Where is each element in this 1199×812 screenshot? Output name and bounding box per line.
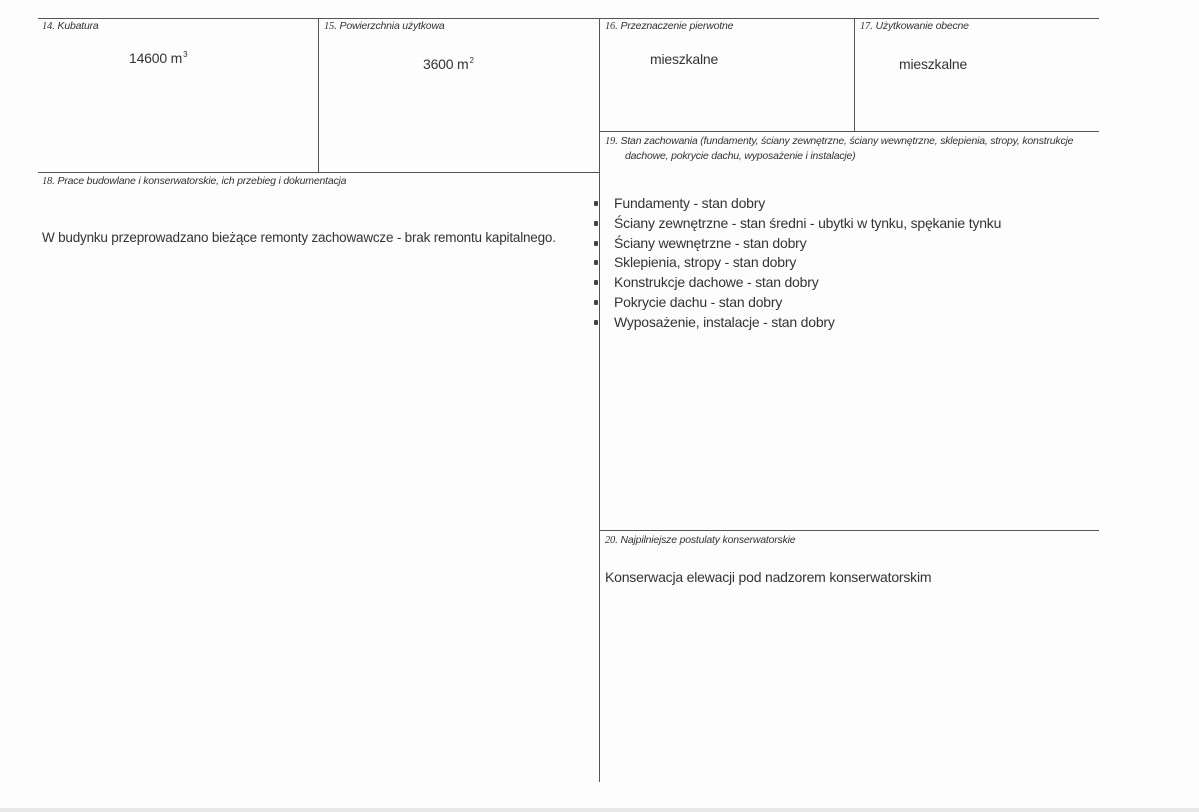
kubatura-label [42,19,99,34]
prace-value: W budynku przeprowadzano bieżące remonty zachowawcze - brak remontu kapitalnego. [42,230,556,245]
uzytkowanie-label-text: Użytkowanie obecne [875,20,969,32]
prace-label-text: Prace budowlane i konserwatorskie, ich przebieg i dokumentacja [57,175,347,187]
bullet-icon [594,241,598,246]
uzytkowanie-value: mieszkalne [899,56,968,72]
postulaty-value: Konserwacja elewacji pod nadzorem konserwatorskim [605,569,932,585]
stan-item-text: Wyposażenie, instalacje - stan dobry [614,313,835,330]
stan-item-text: Sklepienia, stropy - stan dobry [614,254,797,271]
przeznaczenie-value: mieszkalne [650,51,719,67]
stan-list-item [594,214,1001,234]
divider-row-18 [38,172,599,173]
kubatura-value-unit-exponent: 3 [183,50,188,60]
stan-item-text: Ściany zewnętrzne - stan średni - ubytki w tynku, spękanie tynku [614,214,1002,231]
powierzchnia-value-text: 3600 m [423,56,469,72]
postulaty-label-text: Najpilniejsze postulaty konserwatorskie [620,534,796,546]
stan-item-text: Pokrycie dachu - stan dobry [614,293,783,310]
stan-label-line2 [605,149,1095,164]
powierzchnia-label-text: Powierzchnia użytkowa [339,20,445,32]
stan-label-line1 [605,134,1095,149]
divider-center [599,18,600,782]
przeznaczenie-number: 16. [605,21,618,32]
kubatura-value-text: 14600 m [129,50,183,66]
stan-item-text: Ściany wewnętrzne - stan dobry [614,234,807,251]
page-bottom-edge [0,808,1199,812]
divider-row-20 [599,530,1099,531]
divider-16-17 [854,18,855,131]
stan-item-text: Fundamenty - stan dobry [614,195,766,211]
bullet-icon [594,300,598,305]
bullet-icon [594,320,598,325]
stan-label [605,134,1095,164]
stan-list [594,194,1001,333]
bullet-icon [594,221,598,226]
uzytkowanie-number: 17. [860,21,873,32]
postulaty-number: 20. [605,535,618,546]
prace-number: 18. [42,176,55,187]
stan-list-item [594,194,1001,214]
prace-label [42,174,346,189]
kubatura-value [129,50,187,66]
stan-list-item [594,293,1001,313]
stan-list-item [594,234,1001,254]
powierzchnia-value-unit-exponent: 2 [469,56,474,66]
stan-label-text-1: Stan zachowania (fundamenty, ściany zewnętrzne, ściany wewnętrzne, sklepienia, stropy, konstrukcje [620,135,1074,147]
powierzchnia-value [423,56,474,72]
przeznaczenie-label [605,19,733,34]
kubatura-label-text: Kubatura [57,20,99,32]
kubatura-number: 14. [42,21,55,32]
stan-list-item [594,313,1001,333]
stan-label-text-2: dachowe, pokrycie dachu, wyposażenie i instalacje) [625,150,856,162]
bullet-icon [594,201,598,206]
postulaty-label [605,533,795,548]
uzytkowanie-label [860,19,969,34]
stan-item-text: Konstrukcje dachowe - stan dobry [614,274,819,291]
divider-row-19 [599,131,1099,132]
bullet-icon [594,260,598,265]
bullet-icon [594,280,598,285]
powierzchnia-label [324,19,444,34]
stan-number: 19. [605,136,618,147]
stan-list-item [594,253,1001,273]
powierzchnia-number: 15. [324,21,337,32]
stan-list-item [594,273,1001,293]
przeznaczenie-label-text: Przeznaczenie pierwotne [620,20,734,32]
divider-14-15 [318,18,319,172]
